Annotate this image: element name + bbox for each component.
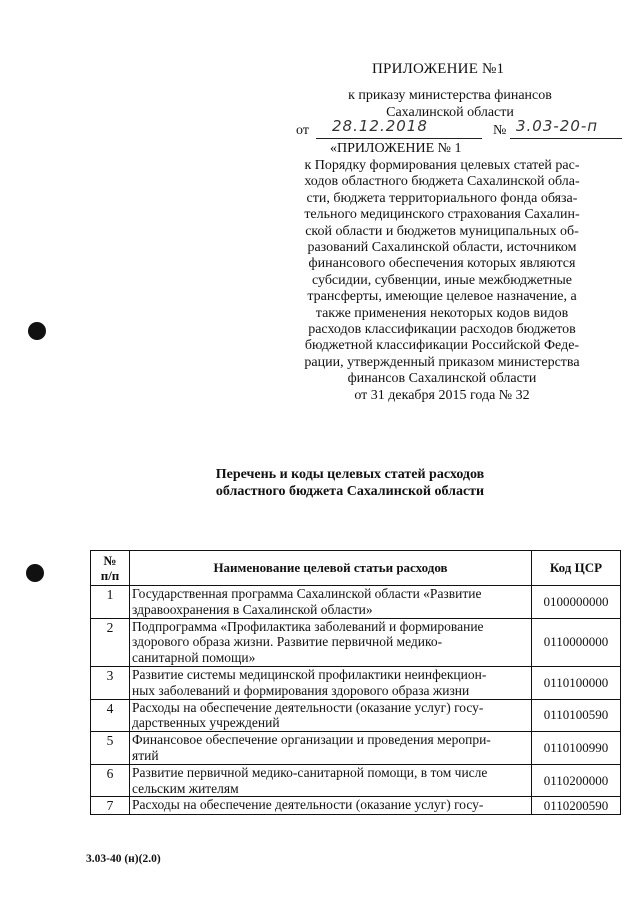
order-reference-line: Сахалинской области — [386, 105, 514, 120]
row-number: 3 — [91, 666, 130, 699]
row-name-line: дарственных учреждений — [132, 715, 280, 731]
row-name-line: Финансовое обеспечение организации и проведения меропри- — [132, 732, 491, 748]
row-number: 7 — [91, 797, 130, 815]
row-name — [130, 699, 532, 732]
table-row — [91, 699, 621, 732]
date-label: от — [296, 123, 309, 138]
row-name-line: здравоохранения в Сахалинской области» — [132, 601, 373, 617]
row-name-line: Развитие первичной медико-санитарной помощи, в том числе — [132, 764, 488, 780]
procedure-line: расходов классификации расходов бюджетов — [308, 322, 576, 338]
row-code: 0110200000 — [532, 764, 621, 797]
row-name — [130, 764, 532, 797]
handwritten-date: 28.12.2018 — [332, 117, 428, 135]
row-name-line: сельским жителям — [132, 780, 239, 796]
punch-hole — [28, 322, 46, 340]
punch-hole — [26, 564, 44, 582]
row-code: 0110200590 — [532, 797, 621, 815]
table-row — [91, 764, 621, 797]
row-number: 1 — [91, 586, 130, 619]
number-underline — [510, 138, 622, 139]
row-code: 0110100000 — [532, 666, 621, 699]
procedure-line: также применения некоторых кодов видов — [315, 305, 569, 321]
row-number: 5 — [91, 732, 130, 765]
procedure-line: к Порядку формирования целевых статей рас- — [304, 158, 580, 173]
row-code: 0110100590 — [532, 699, 621, 732]
target-articles-table — [90, 550, 621, 815]
row-number: 2 — [91, 618, 130, 666]
row-name-line: Развитие системы медицинской профилактики неинфекцион- — [132, 666, 487, 682]
table-row — [91, 618, 621, 666]
procedure-description — [284, 158, 600, 404]
column-header-name: Наименование целевой статьи расходов — [130, 551, 532, 586]
table-row — [91, 666, 621, 699]
row-name-line: здорового образа жизни. Развитие первичной медико- — [132, 634, 443, 650]
order-reference-line: к приказу министерства финансов — [348, 88, 552, 103]
row-code: 0100000000 — [532, 586, 621, 619]
procedure-line: от 31 декабря 2015 года № 32 — [354, 387, 530, 403]
row-name-line: ных заболеваний и формирования здорового образа жизни — [132, 682, 470, 698]
row-name — [130, 732, 532, 765]
row-name — [130, 666, 532, 699]
procedure-line: тельного медицинского страхования Сахалин- — [304, 207, 580, 223]
row-code: 0110000000 — [532, 618, 621, 666]
row-name — [130, 586, 532, 619]
row-number: 6 — [91, 764, 130, 797]
row-name — [130, 797, 532, 815]
table-row — [91, 732, 621, 765]
row-code: 0110100990 — [532, 732, 621, 765]
row-name-line: санитарной помощи» — [132, 650, 256, 666]
procedure-line: бюджетной классификации Российской Феде- — [304, 338, 580, 354]
order-date-row — [296, 117, 626, 141]
procedure-line: ходов областного бюджета Сахалинской обла- — [304, 174, 580, 190]
row-name-line: Расходы на обеспечение деятельности (оказание услуг) госу- — [132, 699, 484, 715]
procedure-line: трансферты, имеющие целевое назначение, а — [307, 289, 577, 305]
procedure-line: ской области и бюджетов муниципальных об- — [305, 223, 579, 239]
procedure-line: финансов Сахалинской области — [347, 371, 537, 387]
row-name-line: Расходы на обеспечение деятельности (оказание услуг) госу- — [132, 797, 484, 813]
row-name-line: Государственная программа Сахалинской области «Развитие — [132, 586, 482, 601]
row-name — [130, 618, 532, 666]
number-label: № — [493, 123, 507, 138]
list-title-line: областного бюджета Сахалинской области — [215, 484, 485, 499]
procedure-line: рации, утвержденный приказом министерства — [304, 354, 580, 370]
column-header-code: Код ЦСР — [532, 551, 621, 586]
header-number-line: № — [103, 553, 117, 568]
procedure-line: субсидии, субвенции, иные межбюджетные — [311, 272, 573, 288]
handwritten-number: 3.03-20-п — [516, 117, 599, 135]
form-code-footer: 3.03-40 (н)(2.0) — [86, 853, 161, 865]
header-number-line: п/п — [100, 568, 120, 583]
list-title-line: Перечень и коды целевых статей расходов — [215, 467, 485, 482]
procedure-line: разований Сахалинской области, источником — [307, 240, 577, 256]
table-row — [91, 586, 621, 619]
date-underline — [316, 138, 482, 139]
procedure-line: сти, бюджета территориального фонда обяза- — [306, 190, 578, 206]
appendix-reference: «ПРИЛОЖЕНИЕ № 1 — [330, 141, 462, 156]
row-name-line: ятий — [132, 747, 159, 763]
row-name-line: Подпрограмма «Профилактика заболеваний и формирование — [132, 618, 484, 634]
table-row — [91, 797, 621, 815]
row-number: 4 — [91, 699, 130, 732]
list-title — [150, 466, 550, 500]
procedure-line: финансового обеспечения которых являются — [308, 256, 576, 272]
appendix-title: ПРИЛОЖЕНИЕ №1 — [372, 61, 505, 77]
column-header-number — [91, 551, 130, 586]
table-header-row — [91, 551, 621, 586]
